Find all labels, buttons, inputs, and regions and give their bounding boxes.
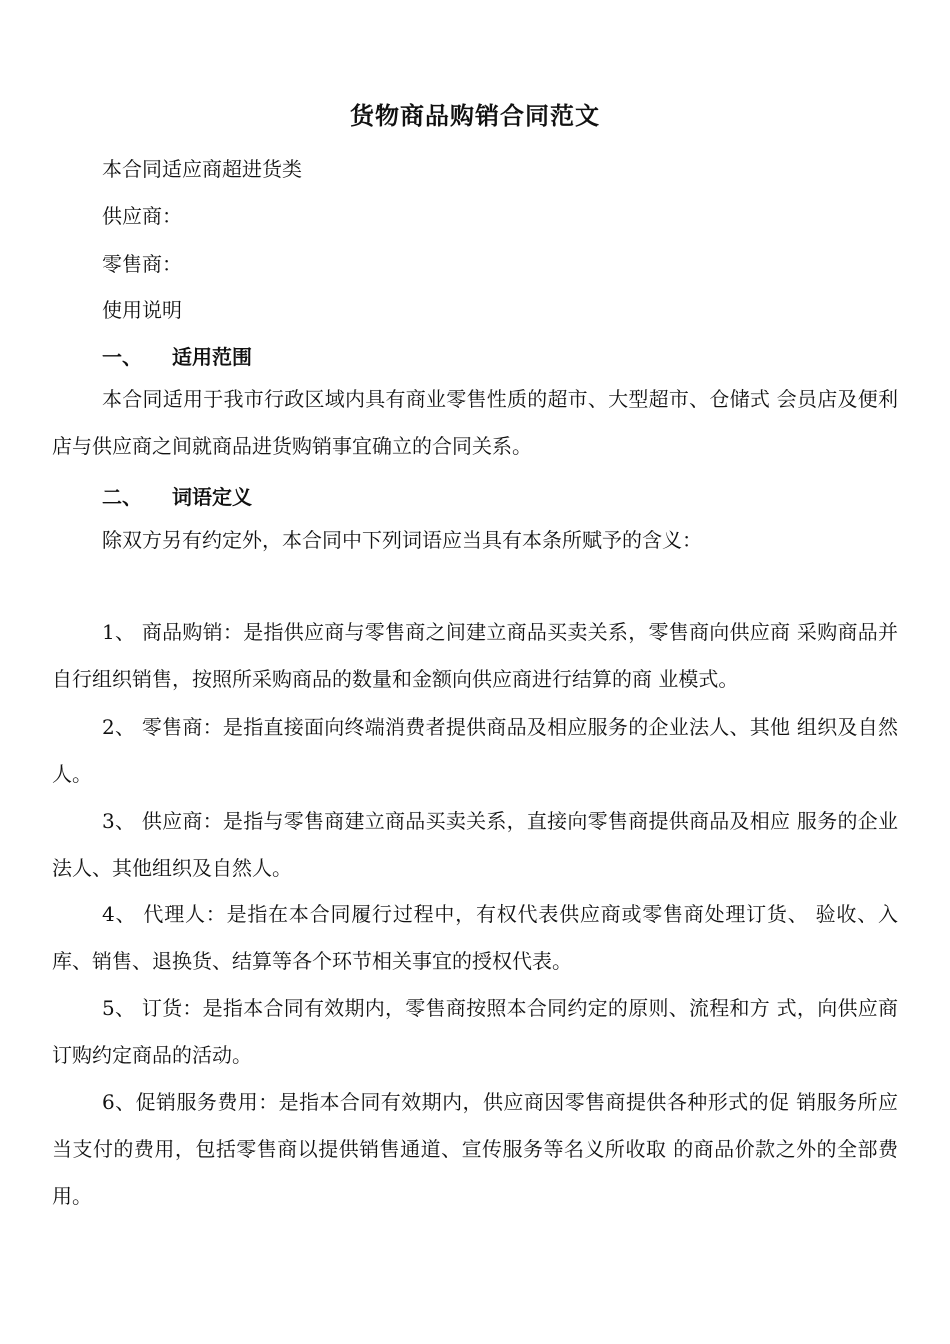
section-number: 一、 xyxy=(102,345,142,369)
section-heading-text: 词语定义 xyxy=(172,485,252,509)
section-heading-scope xyxy=(102,341,252,370)
paragraph-definition-5: 5、 订货：是指本合同有效期内，零售商按照本合同约定的原则、流程和方 式，向供应商订购约定商品的活动。 xyxy=(52,996,898,1067)
intro-line-supplier: 供应商： xyxy=(102,204,182,228)
document-title: 货物商品购销合同范文 xyxy=(350,101,600,130)
section-number: 二、 xyxy=(102,485,142,509)
paragraph-definitions-intro: 除双方另有约定外，本合同中下列词语应当具有本条所赋予的含义： xyxy=(102,528,702,552)
paragraph-definition-1: 1、 商品购销：是指供应商与零售商之间建立商品买卖关系，零售商向供应商 采购商品并自行组织销售，按照所采购商品的数量和金额向供应商进行结算的商 业模式。 xyxy=(52,620,898,691)
intro-line-usage: 使用说明 xyxy=(102,298,182,322)
paragraph-definition-3: 3、 供应商：是指与零售商建立商品买卖关系，直接向零售商提供商品及相应 服务的企业法人、其他组织及自然人。 xyxy=(52,809,898,880)
intro-line-scope: 本合同适应商超进货类 xyxy=(102,157,302,181)
section-heading-text: 适用范围 xyxy=(172,345,252,369)
paragraph-definition-6: 6、促销服务费用：是指本合同有效期内，供应商因零售商提供各种形式的促 销服务所应当支付的费用，包括零售商以提供销售通道、宣传服务等名义所收取 的商品价款之外的全部费用。 xyxy=(52,1090,898,1208)
paragraph-scope: 本合同适用于我市行政区域内具有商业零售性质的超市、大型超市、仓储式 会员店及便利店与供应商之间就商品进货购销事宜确立的合同关系。 xyxy=(52,387,898,458)
section-heading-definitions xyxy=(102,481,252,510)
paragraph-definition-4: 4、 代理人：是指在本合同履行过程中，有权代表供应商或零售商处理订货、 验收、入库、销售、退换货、结算等各个环节相关事宜的授权代表。 xyxy=(52,902,898,973)
intro-line-retailer: 零售商： xyxy=(102,252,182,276)
paragraph-definition-2: 2、 零售商：是指直接面向终端消费者提供商品及相应服务的企业法人、其他 组织及自然人。 xyxy=(52,715,898,786)
